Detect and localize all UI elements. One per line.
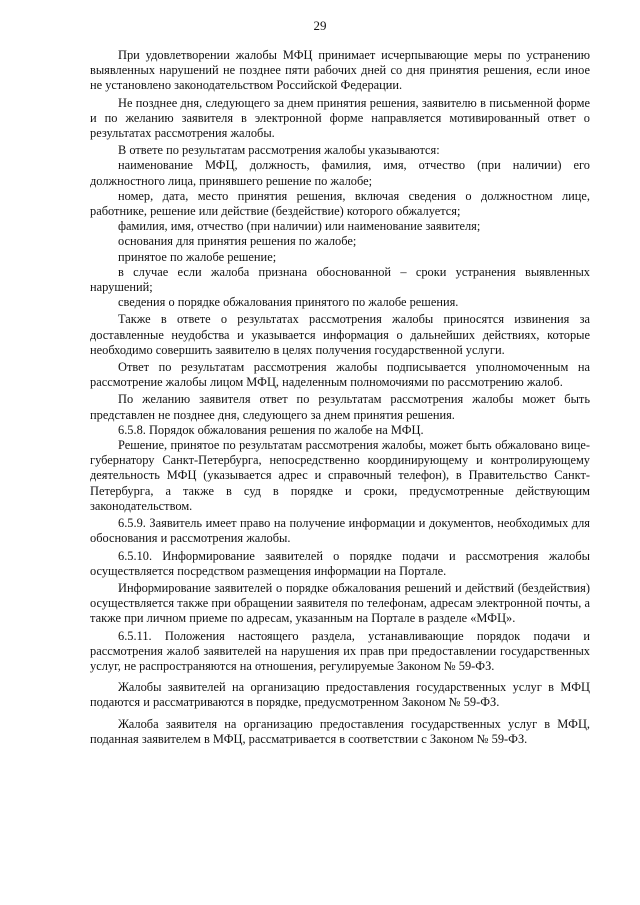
paragraph: Информирование заявителей о порядке обжалования решений и действий (бездействия) осуществляется также при обращении заявителя по телефонам, адресам электронной почты, а также при личном приеме по адресам, указанным на Портале в разделе «МФЦ». — [90, 580, 590, 626]
paragraph: Жалоба заявителя на организацию предоставления государственных услуг в МФЦ, поданная заявителем в МФЦ, рассматривается в соответствии с Законом № 59-ФЗ. — [90, 716, 590, 746]
list-item: фамилия, имя, отчество (при наличии) или наименование заявителя; — [118, 219, 481, 234]
paragraph: Жалобы заявителей на организацию предоставления государственных услуг в МФЦ подаются и рассматриваются в порядке, предусмотренном Законом № 59-ФЗ. — [90, 680, 590, 710]
list-item: основания для принятия решения по жалобе; — [118, 234, 357, 249]
paragraph: В ответе по результатам рассмотрения жалобы указываются: — [118, 143, 440, 158]
paragraph: По желанию заявителя ответ по результатам рассмотрения жалобы может быть представлен не позднее дня, следующего за днем принятия решения. — [90, 392, 590, 422]
section-paragraph: 6.5.10. Информирование заявителей о порядке подачи и рассмотрения жалобы осуществляется посредством размещения информации на Портале. — [90, 548, 590, 578]
paragraph: Ответ по результатам рассмотрения жалобы подписывается уполномоченным на рассмотрение жалобы лицом МФЦ, наделенным полномочиями по рассмотрению жалоб. — [90, 360, 590, 390]
list-item: сведения о порядке обжалования принятого по жалобе решения. — [118, 295, 459, 310]
document-body — [90, 48, 590, 747]
paragraph: Также в ответе о результатах рассмотрения жалобы приносятся извинения за доставленные неудобства и указывается информация о дальнейших действиях, которые необходимо совершить заявителю в целях получения государственной услуги. — [90, 312, 590, 357]
section-paragraph: 6.5.11. Положения настоящего раздела, устанавливающие порядок подачи и рассмотрения жалоб заявителей на нарушения их прав при предоставлении государственных услуг, не распространяются на отношения, регулируемые Законом № 59-ФЗ. — [90, 628, 590, 673]
list-item: принятое по жалобе решение; — [118, 249, 277, 264]
list-item: наименование МФЦ, должность, фамилия, имя, отчество (при наличии) его должностного лица, принявшего решение по жалобе; — [90, 158, 590, 188]
paragraph: При удовлетворении жалобы МФЦ принимает исчерпывающие меры по устранению выявленных нарушений не позднее пяти рабочих дней со дня принятия решения, если иное не установлено законодательством Российской Федерации. — [90, 48, 590, 93]
page-number: 29 — [313, 18, 327, 33]
section-heading: 6.5.8. Порядок обжалования решения по жалобе на МФЦ. — [118, 422, 424, 437]
list-item: номер, дата, место принятия решения, включая сведения о должностном лице, работнике, решение или действие (бездействие) которого обжалуется; — [90, 188, 590, 219]
paragraph: Не позднее дня, следующего за днем принятия решения, заявителю в письменной форме и по желанию заявителя в электронной форме направляется мотивированный ответ о результатах рассмотрения жалобы. — [90, 95, 590, 141]
section-paragraph: 6.5.9. Заявитель имеет право на получение информации и документов, необходимых для обоснования и рассмотрения жалобы. — [90, 516, 590, 546]
list-item: в случае если жалоба признана обоснованной – сроки устранения выявленных нарушений; — [90, 264, 590, 295]
paragraph: Решение, принятое по результатам рассмотрения жалобы, может быть обжаловано вице-губернатору Санкт-Петербурга, непосредственно координирующему и контролирующему деятельность МФЦ (указывается адрес и справочный телефон), в Правительство Санкт-Петербурга, а также в суд в порядке и сроки, предусмотренные действующим законодательством. — [90, 438, 590, 513]
